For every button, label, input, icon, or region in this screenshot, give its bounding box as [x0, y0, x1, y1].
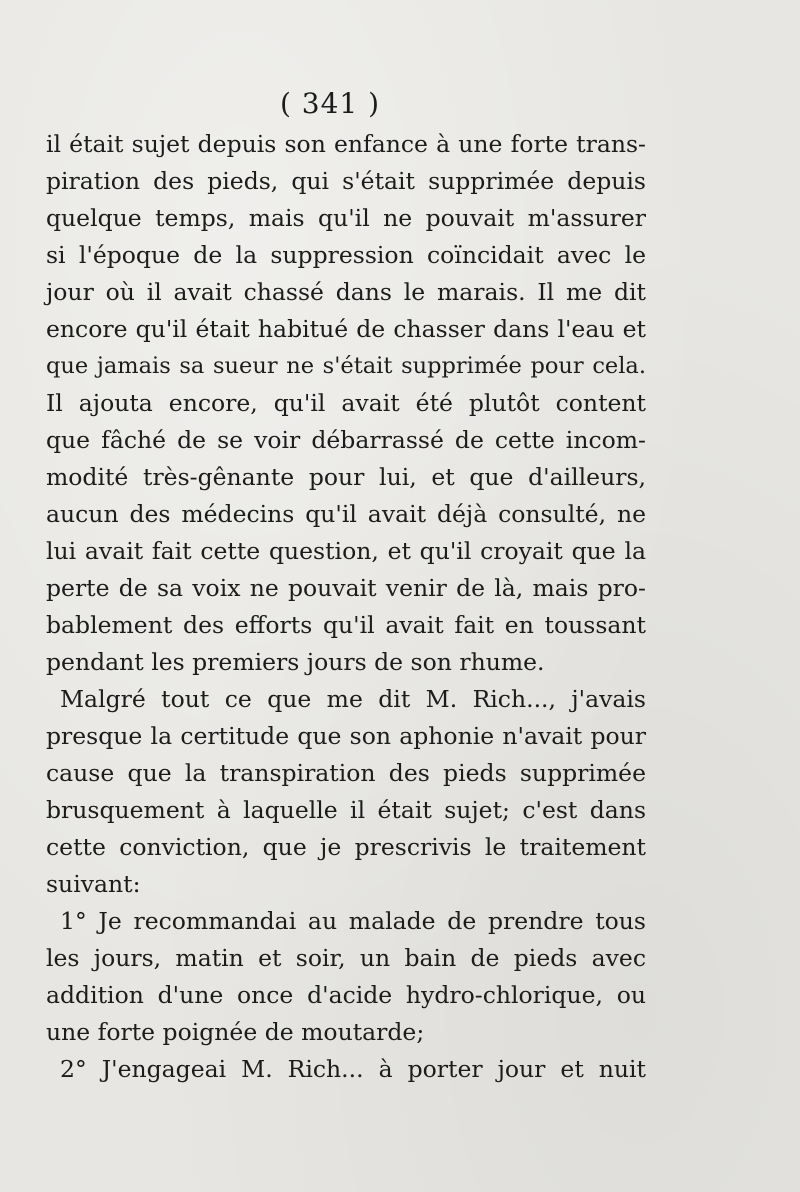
text-line: piration des pieds, qui s'était supprimée depuis	[46, 167, 646, 195]
text-line: suivant:	[46, 870, 141, 898]
text-line: 2° J'engageai M. Rich... à porter jour et nuit	[60, 1055, 646, 1083]
text-line: aucun des médecins qu'il avait déjà consulté, ne	[46, 500, 646, 528]
text-line: Malgré tout ce que me dit M. Rich..., j'avais	[60, 685, 646, 713]
text-line: bablement des efforts qu'il avait fait en toussant	[46, 611, 646, 639]
text-line: il était sujet depuis son enfance à une forte trans-	[46, 130, 646, 158]
text-line: que fâché de se voir débarrassé de cette incom-	[46, 426, 646, 454]
text-line: addition d'une once d'acide hydro-chlorique, ou	[46, 981, 646, 1009]
text-line: presque la certitude que son aphonie n'avait pour	[46, 722, 646, 750]
text-line: lui avait fait cette question, et qu'il croyait que la	[46, 537, 646, 565]
text-line: brusquement à laquelle il était sujet; c'est dans	[46, 796, 646, 824]
text-line: les jours, matin et soir, un bain de pieds avec	[46, 944, 646, 972]
text-line: si l'époque de la suppression coïncidait avec le	[46, 241, 646, 269]
text-line: quelque temps, mais qu'il ne pouvait m'assurer	[46, 204, 646, 232]
text-line: cette conviction, que je prescrivis le traitement	[46, 833, 646, 861]
text-line: modité très-gênante pour lui, et que d'ailleurs,	[46, 463, 646, 491]
text-line: cause que la transpiration des pieds supprimée	[46, 759, 646, 787]
text-line: perte de sa voix ne pouvait venir de là, mais pro-	[46, 574, 646, 602]
page-number: ( 341 )	[279, 87, 381, 120]
text-line: une forte poignée de moutarde;	[46, 1018, 425, 1046]
body-text	[46, 126, 646, 1088]
text-line: que jamais sa sueur ne s'était supprimée pour cela.	[46, 353, 646, 379]
text-line: Il ajouta encore, qu'il avait été plutôt content	[46, 389, 646, 417]
text-line: jour où il avait chassé dans le marais. Il me dit	[46, 278, 646, 306]
text-line: encore qu'il était habitué de chasser dans l'eau et	[46, 315, 646, 343]
text-line: 1° Je recommandai au malade de prendre tous	[60, 907, 646, 935]
text-line: pendant les premiers jours de son rhume.	[46, 648, 545, 676]
